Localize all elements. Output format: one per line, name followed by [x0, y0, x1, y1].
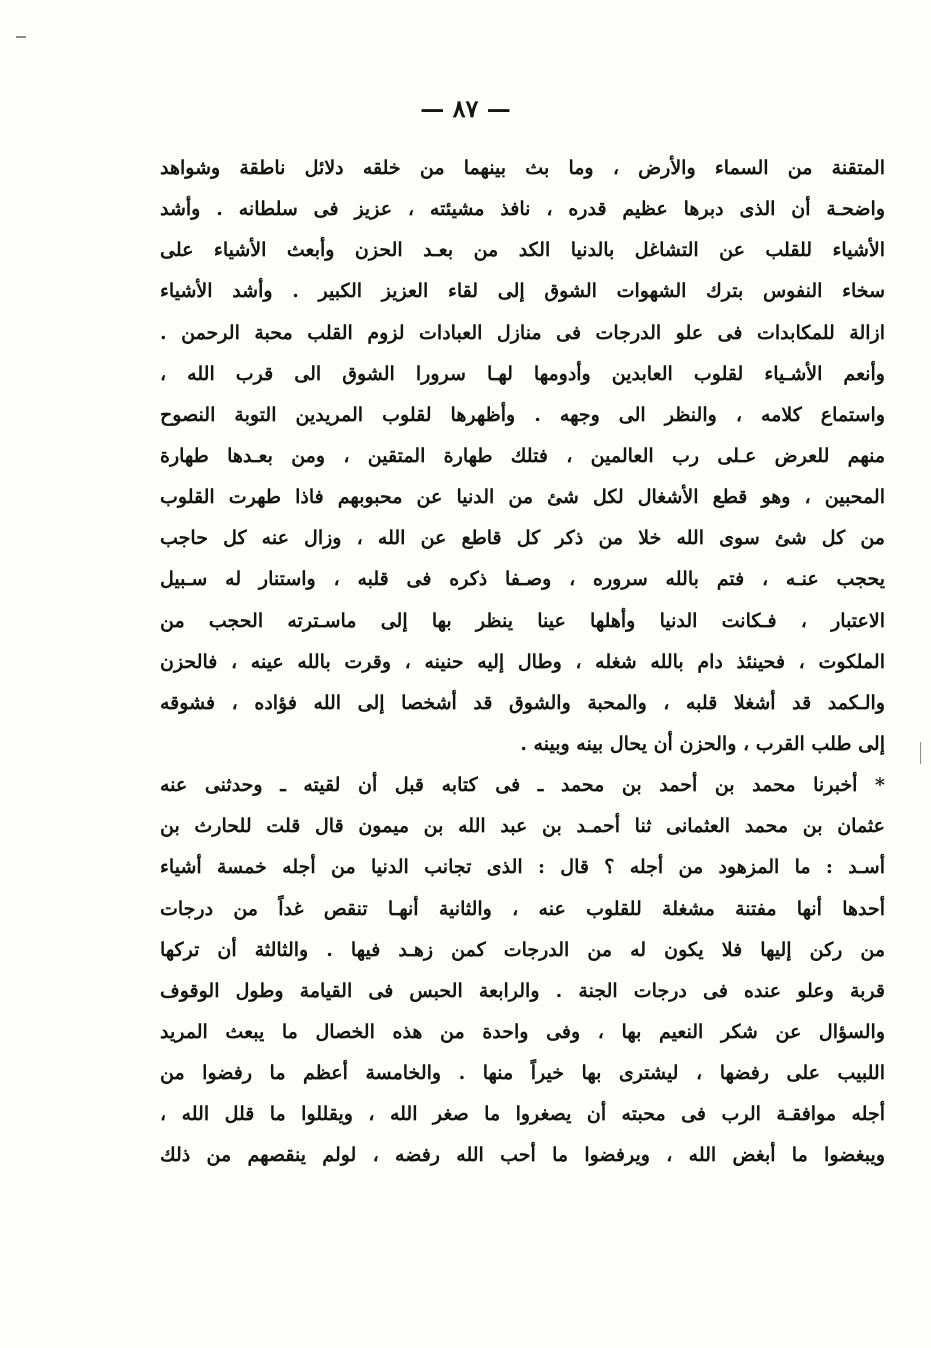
- body-text: [160, 148, 885, 1177]
- text-line: المتقنة من السماء والأرض ، وما بث بينهما من خلقه دلائل ناطقة وشواهد: [160, 157, 885, 179]
- text-line: اللبيب على رفضها ، ليشترى بها خيراً منها . والخامسة أعظم ما رفضوا من: [160, 1062, 885, 1085]
- text-line: الأشياء للقلب عن التشاغل بالدنيا الكد من بعـد الحزن وأبعث الأشياء على: [160, 239, 885, 262]
- text-line: منهم للعرض عـلى رب العالمين ، فتلك طهارة المتقين ، ومن بعـدها طهارة: [160, 444, 885, 467]
- scan-mark: [920, 742, 921, 764]
- scan-mark: [16, 36, 26, 38]
- text-line: يحجب عنـه ، فتم بالله سروره ، وصـفا ذكره فى قلبه ، واستنار له سـبيل: [160, 568, 885, 591]
- text-line: الاعتبار ، فـكانت الدنيا وأهلها عينا ينظر بها إلى ماسـترته الحجب من: [160, 609, 885, 632]
- text-line: إلى طلب القرب ، والحزن أن يحال بينه وبينه .: [520, 732, 885, 755]
- text-line: قربة وعلو عنده فى درجات الجنة . والرابعة الحبس فى القيامة وطول الوقوف: [160, 979, 885, 1002]
- text-line: ويبغضوا ما أبغض الله ، ويرفضوا ما أحب الله رفضه ، لولم ينقصهم من ذلك: [160, 1144, 885, 1167]
- text-line: والسؤال عن شكر النعيم بها ، وفى واحدة من هذه الخصال ما يبعث المريد: [160, 1020, 885, 1043]
- text-line: أسـد : ما المزهود من أجله ؟ قال : الذى تجانب الدنيا من أجله خمسة أشياء: [160, 856, 885, 879]
- text-line: أجله موافقـة الرب فى محبته أن يصغروا ما صغر الله ، ويقللوا ما قلل الله ،: [160, 1103, 885, 1126]
- text-line: سخاء النفوس بترك الشهوات الشوق إلى لقاء العزيز الكبير . وأشد الأشياء: [160, 280, 885, 303]
- text-line: من كل شئ سوى الله خلا من ذكر كل قاطع عن الله ، وزال عنه كل حاجب: [160, 527, 885, 550]
- text-line: واستماع كلامه ، والنظر الى وجهه . وأظهرها لقلوب المريدين التوبة النصوح: [160, 403, 885, 426]
- text-line: * أخبرنا محمد بن أحمد بن محمد ـ فى كتابه قبل أن لقيته ـ وحدثنى عنه: [160, 774, 885, 797]
- text-line: واضحـة أن الذى دبرها عظيم قدره ، نافذ مشيئته ، عزيز فى سلطانه . وأشد: [160, 198, 885, 221]
- page-number: — ٨٧ —: [420, 94, 511, 123]
- text-line: الملكوت ، فحينئذ دام بالله شغله ، وطال إليه حنينه ، وقرت بالله عينه ، فالحزن: [160, 650, 885, 673]
- text-line: من ركن إليها فلا يكون له من الدرجات كمن زهـد فيها . والثالثة أن تركها: [160, 938, 885, 961]
- text-line: المحبين ، وهو قطع الأشغال لكل شئ من الدنيا عن محبوبهم فاذا طهرت القلوب: [160, 486, 885, 509]
- text-line: وأنعم الأشـياء لقلوب العابدين وأدومها لهـا سرورا الشوق الى قرب الله ،: [160, 362, 885, 385]
- text-line: عثمان بن محمد العثمانى ثنا أحمـد بن عبد الله بن ميمون قال قلت للحارث بن: [160, 815, 885, 838]
- text-line: والـكمد قد أشغلا قلبه ، والمحبة والشوق قد أشخصا إلى الله فؤاده ، فشوقه: [160, 691, 885, 714]
- text-line: أحدها أنها مفتنة مشغلة للقلوب عنه ، والثانية أنهـا تنقص غداً من درجات: [160, 897, 885, 920]
- text-line: ازالة للمكابدات فى علو الدرجات فى منازل العبادات لزوم القلب محبة الرحمن .: [160, 321, 885, 344]
